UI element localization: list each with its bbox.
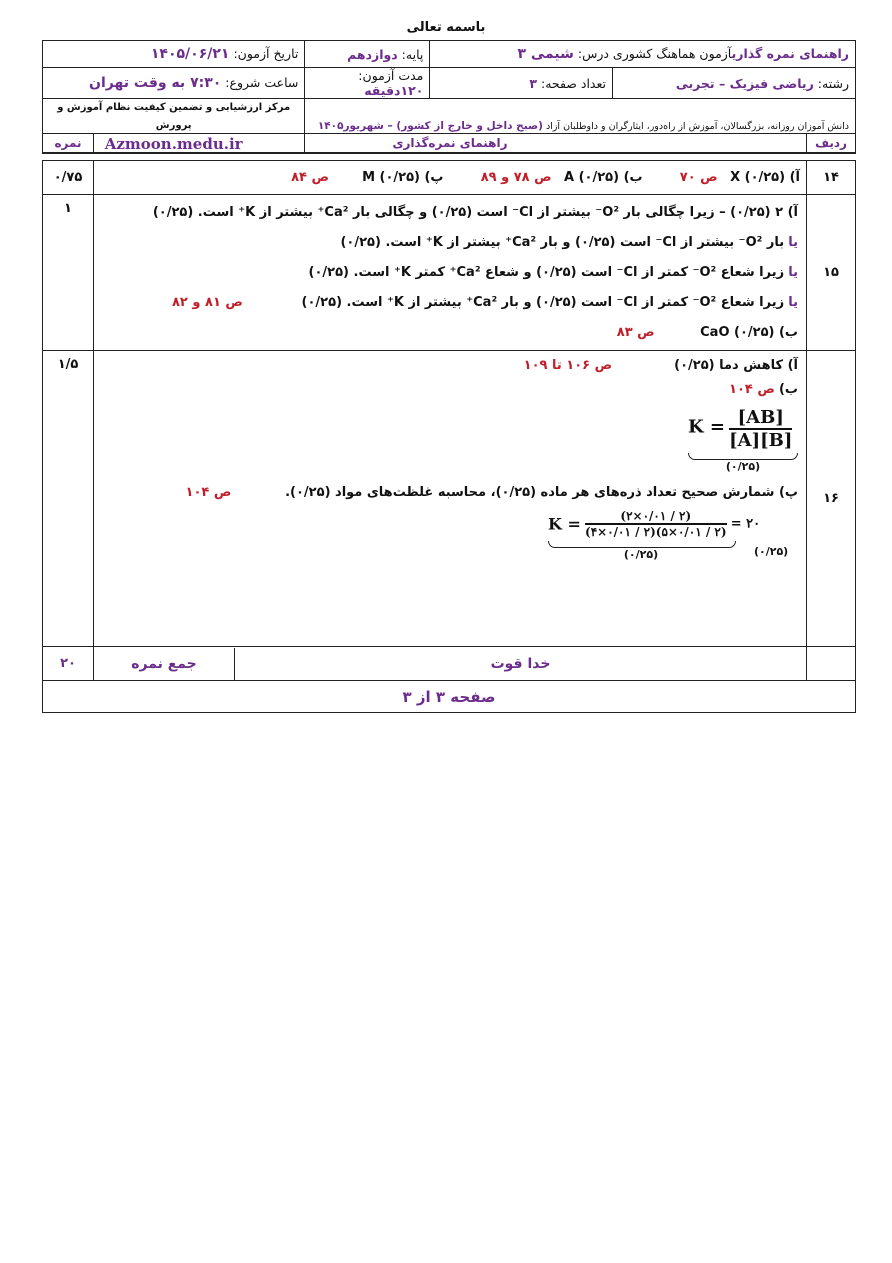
exam-title-cell — [430, 41, 856, 68]
equilibrium-expression — [688, 407, 798, 473]
pages-label: تعداد صفحه: — [540, 75, 606, 91]
field-cell — [613, 68, 856, 99]
duration: ۱۲۰دقیقه — [364, 83, 424, 98]
total-label: جمع نمره — [94, 648, 235, 680]
calc-score: (۰/۲۵) — [754, 545, 789, 558]
page-ref: ص ۱۰۴ — [185, 485, 232, 500]
duration-label: مدت آزمون: — [358, 68, 424, 83]
col-row: ردیف — [807, 134, 856, 153]
question-row-14 — [43, 161, 856, 195]
guide-title: راهنمای نمره گذاری — [731, 46, 849, 61]
answer-line — [100, 163, 800, 193]
answer-part-a: آ) کاهش دما (۰/۲۵) — [674, 358, 798, 373]
grade-cell — [305, 41, 430, 68]
answer-line: آ) ۲ (۰/۲۵) – زیرا چگالی بار O²⁻ بیشتر از Cl⁻ است (۰/۲۵) و چگالی بار Ca²⁺ بیشتر از K⁺ است. (۰/۲۵) — [152, 204, 798, 220]
pages-count: ۳ — [529, 75, 537, 91]
row-number: ۱۶ — [807, 351, 856, 647]
answer-text: بار O²⁻ بیشتر از Cl⁻ است (۰/۲۵) و بار Ca²⁺ بیشتر از K⁺ است. (۰/۲۵) — [340, 234, 785, 250]
start-label: ساعت شروع: — [225, 75, 299, 90]
page-ref: ص ۸۳ — [616, 324, 655, 340]
empty-cell — [807, 647, 856, 681]
score: ۱/۵ — [43, 351, 94, 647]
total-score: ۲۰ — [43, 647, 94, 681]
answer-part-b: ب) — [778, 382, 798, 397]
or-label: یا — [788, 294, 798, 310]
page-ref: ص ۷۰ — [679, 169, 718, 185]
page-number: صفحه ۳ از ۳ — [43, 681, 856, 713]
pages-cell — [430, 68, 613, 99]
answer-line — [102, 355, 798, 377]
row-number: ۱۵ — [807, 195, 856, 351]
duration-cell — [305, 68, 430, 99]
answer-line — [102, 288, 798, 318]
k-score: (۰/۲۵) — [725, 460, 761, 473]
answer-table — [42, 160, 856, 713]
answer-text: زیرا شعاع O²⁻ کمتر از Cl⁻ است (۰/۲۵) و شعاع Ca²⁺ کمتر K⁺ است. (۰/۲۵) — [308, 264, 785, 280]
underbrace — [688, 453, 798, 460]
calc-term: (۴×۰/۰۱ / ۲) — [585, 525, 656, 539]
calc-score: (۰/۲۵) — [623, 548, 659, 561]
field: ریاضی فیزیک – تجربی — [675, 75, 814, 91]
or-label: یا — [788, 264, 798, 280]
page-row — [43, 681, 856, 713]
grade-label: پایه: — [401, 46, 424, 62]
or-label: یا — [788, 234, 798, 250]
answer-line — [102, 481, 798, 505]
total-content — [94, 648, 806, 680]
total-cell — [94, 647, 807, 681]
question-row-16 — [43, 351, 856, 647]
score: ۱ — [43, 195, 94, 351]
start-time: ۷:۳۰ به وقت تهران — [89, 75, 222, 91]
answer-line — [102, 258, 798, 288]
answer-cell — [94, 351, 807, 647]
row-number: ۱۴ — [807, 161, 856, 195]
col-guide: راهنمای نمره‌گذاری — [94, 134, 807, 153]
score: ۰/۷۵ — [43, 161, 94, 195]
calc-fraction — [585, 509, 727, 539]
subject: شیمی ۳ — [517, 46, 574, 62]
date-label: تاریخ آزمون: — [233, 46, 299, 61]
start-cell — [43, 68, 305, 99]
k-fraction — [729, 407, 792, 451]
column-header — [42, 133, 856, 153]
answer-line — [102, 377, 798, 403]
site-link[interactable]: Azmoon.medu.ir — [104, 135, 243, 153]
answer-line — [102, 228, 798, 258]
question-row-15 — [43, 195, 856, 351]
page-ref: ص ۱۰۶ تا ۱۰۹ — [523, 358, 613, 373]
answer-cell — [94, 195, 807, 351]
k-label: K = — [548, 514, 581, 534]
grade: دوازدهم — [347, 46, 398, 62]
field-label: رشته: — [817, 75, 849, 91]
exam-date: ۱۴۰۵/۰۶/۲۱ — [150, 46, 230, 62]
audience-text: دانش آموزان روزانه، بزرگسالان، آموزش از راه‌دور، ایثارگران و داوطلبان آزاد — [545, 121, 849, 132]
answer-text: زیرا شعاع O²⁻ کمتر از Cl⁻ است (۰/۲۵) و بار Ca²⁺ بیشتر از K⁺ است. (۰/۲۵) — [301, 294, 785, 310]
k-numerator: [AB] — [729, 407, 792, 430]
page-ref: ص ۷۸ و ۸۹ — [480, 169, 552, 185]
audience-session: (صبح داخل و خارج از کشور) – شهریور۱۴۰۵ — [317, 120, 543, 132]
col-score: نمره — [43, 134, 94, 153]
closing-text: خدا قوت — [490, 655, 551, 672]
answer-cell — [94, 161, 807, 195]
underbrace — [548, 541, 736, 548]
answer-part-c: پ) شمارش صحیح تعداد ذره‌های هر ماده (۰/۲۵)، محاسبه غلظت‌های مواد (۰/۲۵). — [285, 485, 798, 500]
answer-part-b: ب) A (۰/۲۵) — [564, 169, 643, 185]
answer-part-b: ب) CaO (۰/۲۵) — [700, 324, 798, 340]
k-label: K = — [688, 416, 725, 438]
date-cell — [43, 41, 305, 68]
calc-result: = ۲۰ — [730, 516, 761, 532]
page-ref: ص ۱۰۴ — [729, 382, 775, 397]
answer-part-a: آ) X (۰/۲۵) — [730, 169, 800, 185]
answer-part-c: پ) M (۰/۲۵) — [362, 169, 444, 185]
total-row — [43, 647, 856, 681]
center-name: مرکز ارزشیابی و تضمین کیفیت نظام آموزش و پرورش — [57, 102, 291, 131]
k-calculation — [548, 509, 798, 561]
calc-denominator — [585, 525, 727, 539]
page-ref: ص ۸۱ و ۸۲ — [172, 294, 243, 310]
answer-line — [102, 318, 798, 348]
exam-title: آزمون هماهنگ کشوری درس: — [577, 46, 732, 61]
calc-numerator: (۲×۰/۰۱ / ۲) — [585, 509, 727, 525]
k-denominator: [A][B] — [729, 430, 793, 451]
calc-term: (۵×۰/۰۱ / ۲) — [655, 525, 727, 539]
page-ref: ص ۸۴ — [291, 169, 329, 185]
basmala: باسمه تعالی — [406, 20, 486, 35]
